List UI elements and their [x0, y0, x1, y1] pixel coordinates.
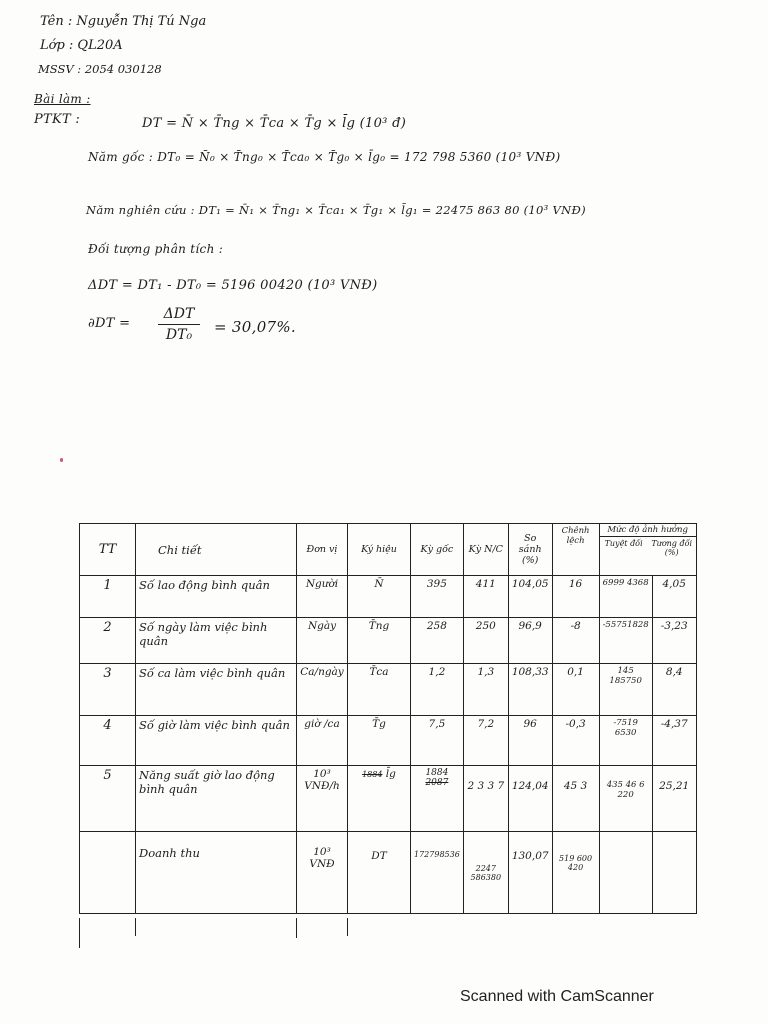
- row-diff: 0,1: [552, 664, 599, 716]
- student-id: MSSV : 2054 030128: [38, 62, 162, 76]
- ratio-fraction: [158, 306, 200, 343]
- camscanner-watermark: Scanned with CamScanner: [460, 988, 654, 1005]
- table-row: [80, 576, 697, 618]
- row-rel: 8,4: [652, 664, 696, 716]
- row-detail: Số giờ làm việc bình quân: [136, 716, 297, 766]
- row-symbol: DT: [348, 832, 411, 914]
- row-symbol: T̄ng: [348, 618, 411, 664]
- table-header-row: [80, 524, 697, 576]
- row-study: 1,3: [463, 664, 508, 716]
- row-detail: Năng suất giờ lao động bình quân: [136, 766, 297, 832]
- row-diff: -8: [552, 618, 599, 664]
- row-symbol-struck: 1884: [362, 770, 383, 779]
- row-rel: -4,37: [652, 716, 696, 766]
- header-diff: Chênh lệch: [552, 524, 599, 576]
- row-rel: 4,05: [652, 576, 696, 618]
- delta-formula: ΔDT = DT₁ - DT₀ = 5196 00420 (10³ VNĐ): [88, 278, 378, 293]
- row-base: 1,2: [411, 664, 464, 716]
- header-detail: Chi tiết: [136, 524, 297, 576]
- row-tt: 3: [80, 664, 136, 716]
- row-tt: 1: [80, 576, 136, 618]
- row-compare: 104,05: [508, 576, 552, 618]
- ptkt-label: PTKT :: [34, 112, 81, 127]
- table-overflow-line: [347, 918, 348, 936]
- row-rel: 25,21: [652, 766, 696, 832]
- header-compare: So sánh (%): [508, 524, 552, 576]
- header-tt: TT: [80, 524, 136, 576]
- formula-main: DT = N̄ × T̄ng × T̄ca × T̄g × l̄g (10³ đ): [142, 116, 407, 131]
- header-impact-rel: Tương đối (%): [651, 539, 693, 557]
- row-symbol: T̄g: [348, 716, 411, 766]
- row-abs: 435 46 6 220: [599, 766, 652, 832]
- row-tt: [80, 832, 136, 914]
- row-symbol: T̄ca: [348, 664, 411, 716]
- row-symbol: l̄g: [385, 768, 396, 780]
- formula-study-period: Năm nghiên cứu : DT₁ = N̄₁ × T̄ng₁ × T̄ca₁ × T̄g₁ × l̄g₁ = 22475 863 80 (10³ VNĐ): [86, 203, 586, 217]
- row-unit: Ca/ngày: [297, 664, 348, 716]
- row-unit: Ngày: [297, 618, 348, 664]
- row-diff: -0,3: [552, 716, 599, 766]
- row-detail: Số lao động bình quân: [136, 576, 297, 618]
- row-base: 1884: [425, 768, 449, 778]
- header-unit: Đơn vị: [297, 524, 348, 576]
- table-row: [80, 766, 697, 832]
- row-compare: 130,07: [508, 832, 552, 914]
- row-base: 258: [411, 618, 464, 664]
- header-base: Kỳ gốc: [411, 524, 464, 576]
- header-impact-label: Mức độ ảnh hưởng: [599, 524, 696, 537]
- row-detail: Doanh thu: [136, 832, 297, 914]
- table-overflow-line: [135, 918, 136, 936]
- student-class: Lớp : QL20A: [40, 38, 123, 53]
- row-unit: giờ /ca: [297, 716, 348, 766]
- ink-mark: [60, 458, 63, 462]
- table-overflow-line: [296, 918, 297, 938]
- row-compare: 108,33: [508, 664, 552, 716]
- ratio-value: = 30,07%.: [214, 318, 296, 336]
- row-study: 411: [463, 576, 508, 618]
- row-study: 2 3 3 7: [463, 766, 508, 832]
- row-tt: 5: [80, 766, 136, 832]
- header-symbol: Ký hiệu: [348, 524, 411, 576]
- row-compare: 96: [508, 716, 552, 766]
- ratio-denominator: DT₀: [165, 327, 193, 343]
- header-study: Kỳ N/C: [463, 524, 508, 576]
- table-row: [80, 664, 697, 716]
- row-symbol: N̄: [348, 576, 411, 618]
- ratio-label: ∂DT =: [88, 316, 131, 331]
- row-diff: 519 600 420: [552, 832, 599, 914]
- row-symbol-cell: [348, 766, 411, 832]
- row-rel: [652, 832, 696, 914]
- row-study: 7,2: [463, 716, 508, 766]
- row-base: 172798536: [411, 832, 464, 914]
- row-detail: Số ca làm việc bình quân: [136, 664, 297, 716]
- formula-base-period: Năm gốc : DT₀ = N̄₀ × T̄ng₀ × T̄ca₀ × T̄g₀ × l̄g₀ = 172 798 5360 (10³ VNĐ): [88, 150, 561, 164]
- student-name: Tên : Nguyễn Thị Tú Nga: [40, 14, 207, 29]
- row-study: 250: [463, 618, 508, 664]
- analysis-table: [79, 523, 697, 914]
- row-study: 2247 586380: [463, 832, 508, 914]
- row-unit: Người: [297, 576, 348, 618]
- work-label: Bài làm :: [34, 92, 91, 106]
- row-unit: 10³ VNĐ/h: [297, 766, 348, 832]
- row-base-cell: [411, 766, 464, 832]
- row-abs: 145 185750: [599, 664, 652, 716]
- row-unit: 10³ VNĐ: [297, 832, 348, 914]
- row-compare: 96,9: [508, 618, 552, 664]
- table-row: [80, 716, 697, 766]
- header-impact-abs: Tuyệt đối: [604, 539, 643, 548]
- ratio-numerator: ΔDT: [163, 306, 195, 322]
- row-base: 395: [411, 576, 464, 618]
- header-impact: [599, 524, 696, 576]
- row-abs: [599, 832, 652, 914]
- row-tt: 2: [80, 618, 136, 664]
- row-abs: 6999 4368: [599, 576, 652, 618]
- row-diff: 45 3: [552, 766, 599, 832]
- row-detail: Số ngày làm việc bình quân: [136, 618, 297, 664]
- row-rel: -3,23: [652, 618, 696, 664]
- table-row: [80, 832, 697, 914]
- analysis-object: Đối tượng phân tích :: [88, 242, 224, 256]
- table-row: [80, 618, 697, 664]
- row-base-struck: 2087: [425, 778, 449, 788]
- table-overflow-line: [79, 918, 80, 948]
- row-base: 7,5: [411, 716, 464, 766]
- row-abs: -55751828: [599, 618, 652, 664]
- row-diff: 16: [552, 576, 599, 618]
- row-tt: 4: [80, 716, 136, 766]
- row-abs: -7519 6530: [599, 716, 652, 766]
- row-compare: 124,04: [508, 766, 552, 832]
